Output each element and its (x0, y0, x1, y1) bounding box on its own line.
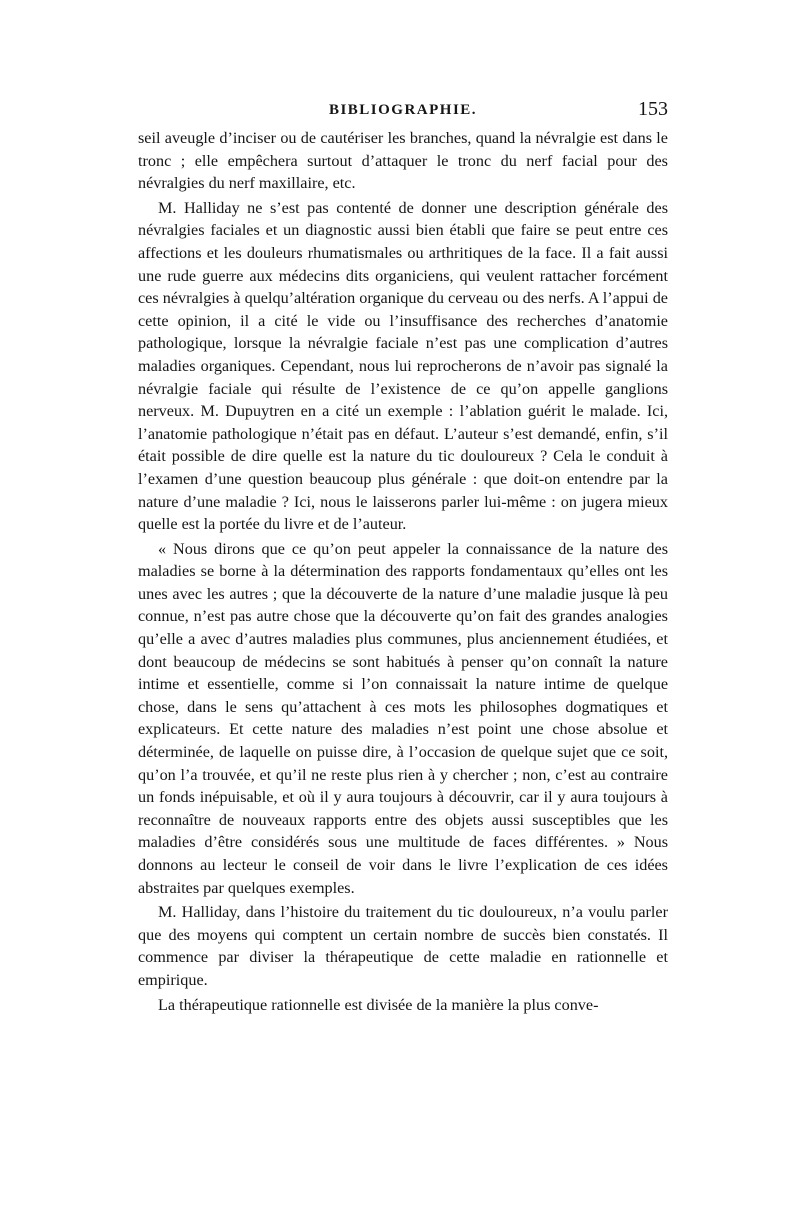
running-head (138, 98, 668, 126)
paragraph-3-quotation: « Nous dirons que ce qu’on peut appeler la connaissance de la nature des maladies se borne à la détermination des rapports fondamentaux qu’elles ont les unes avec les autres ; que la découverte de la nature d’une maladie jusque là peu connue, n’est pas autre chose que la découverte qu’on fait des grandes analogies qu’elle a avec d’autres maladies plus communes, plus anciennement étudiées, et dont beaucoup de médecins se sont habitués à penser qu’on connaît la nature intime et essentielle, comme si l’on connaissait la nature intime de quelque chose, dans le sens qu’attachent à ces mots les philosophes dogmatiques et explicateurs. Et cette nature des maladies n’est point une chose absolue et déterminée, de laquelle on puisse dire, à l’occasion de quelque sujet que ce soit, qu’on l’a trouvée, et qu’il ne reste plus rien à y chercher ; non, c’est au contraire un fonds inépuisable, et où il y aura toujours à découvrir, car il y aura toujours à reconnaître de nouveaux rapports entre des objets aussi susceptibles que les maladies d’être considérés sous une multitude de faces différentes. » Nous donnons au lecteur le conseil de voir dans le livre l’explication de ces idées abstraites par quelques exemples. (138, 539, 668, 897)
running-title: BIBLIOGRAPHIE. (328, 102, 478, 118)
paragraph-5: La thérapeutique rationnelle est divisée de la manière la plus conve- (158, 995, 599, 1014)
paragraph-4: M. Halliday, dans l’histoire du traitement du tic douloureux, n’a voulu parler que des moyens qui comptent un certain nombre de succès bien constatés. Il commence par diviser la thérapeutique de cette maladie en rationnelle et empirique. (138, 903, 668, 989)
page-number: 153 (638, 98, 668, 120)
paragraph-1: seil aveugle d’inciser ou de cautériser les branches, quand la névralgie est dans le tronc ; elle empêchera surtout d’attaquer le tronc du nerf facial pour des névralgies du nerf maxillaire, etc. (138, 129, 668, 193)
body-text (138, 127, 668, 1016)
paragraph-2: M. Halliday ne s’est pas contenté de donner une description générale des névralgies faciales et un diagnostic aussi bien établi que faire se peut entre ces affections et les douleurs rhumatismales ou arthritiques de la face. Il a fait aussi une rude guerre aux médecins dits organiciens, qui veulent rattacher forcément ces névralgies à quelqu’altération organique du cerveau ou des nerfs. A l’appui de cette opinion, il a cité le vide ou l’insuffisance des recherches d’anatomie pathologique, lorsque la névralgie faciale n’est pas une complication d’autres maladies organiques. Cependant, nous lui reprocherons de n’avoir pas signalé la névralgie faciale qui résulte de l’existence de ce qu’on appelle ganglions nerveux. M. Dupuytren en a cité un exemple : l’ablation guérit le malade. Ici, l’anatomie pathologique n’était pas en défaut. L’auteur s’est demandé, enfin, s’il était possible de dire quelle est la nature du tic douloureux ? Cela le conduit à l’examen d’une question beaucoup plus générale : que doit-on entendre par la nature d’une maladie ? Ici, nous le laisserons parler lui-même : on jugera mieux quelle est la portée du livre et de l’auteur. (138, 198, 668, 534)
